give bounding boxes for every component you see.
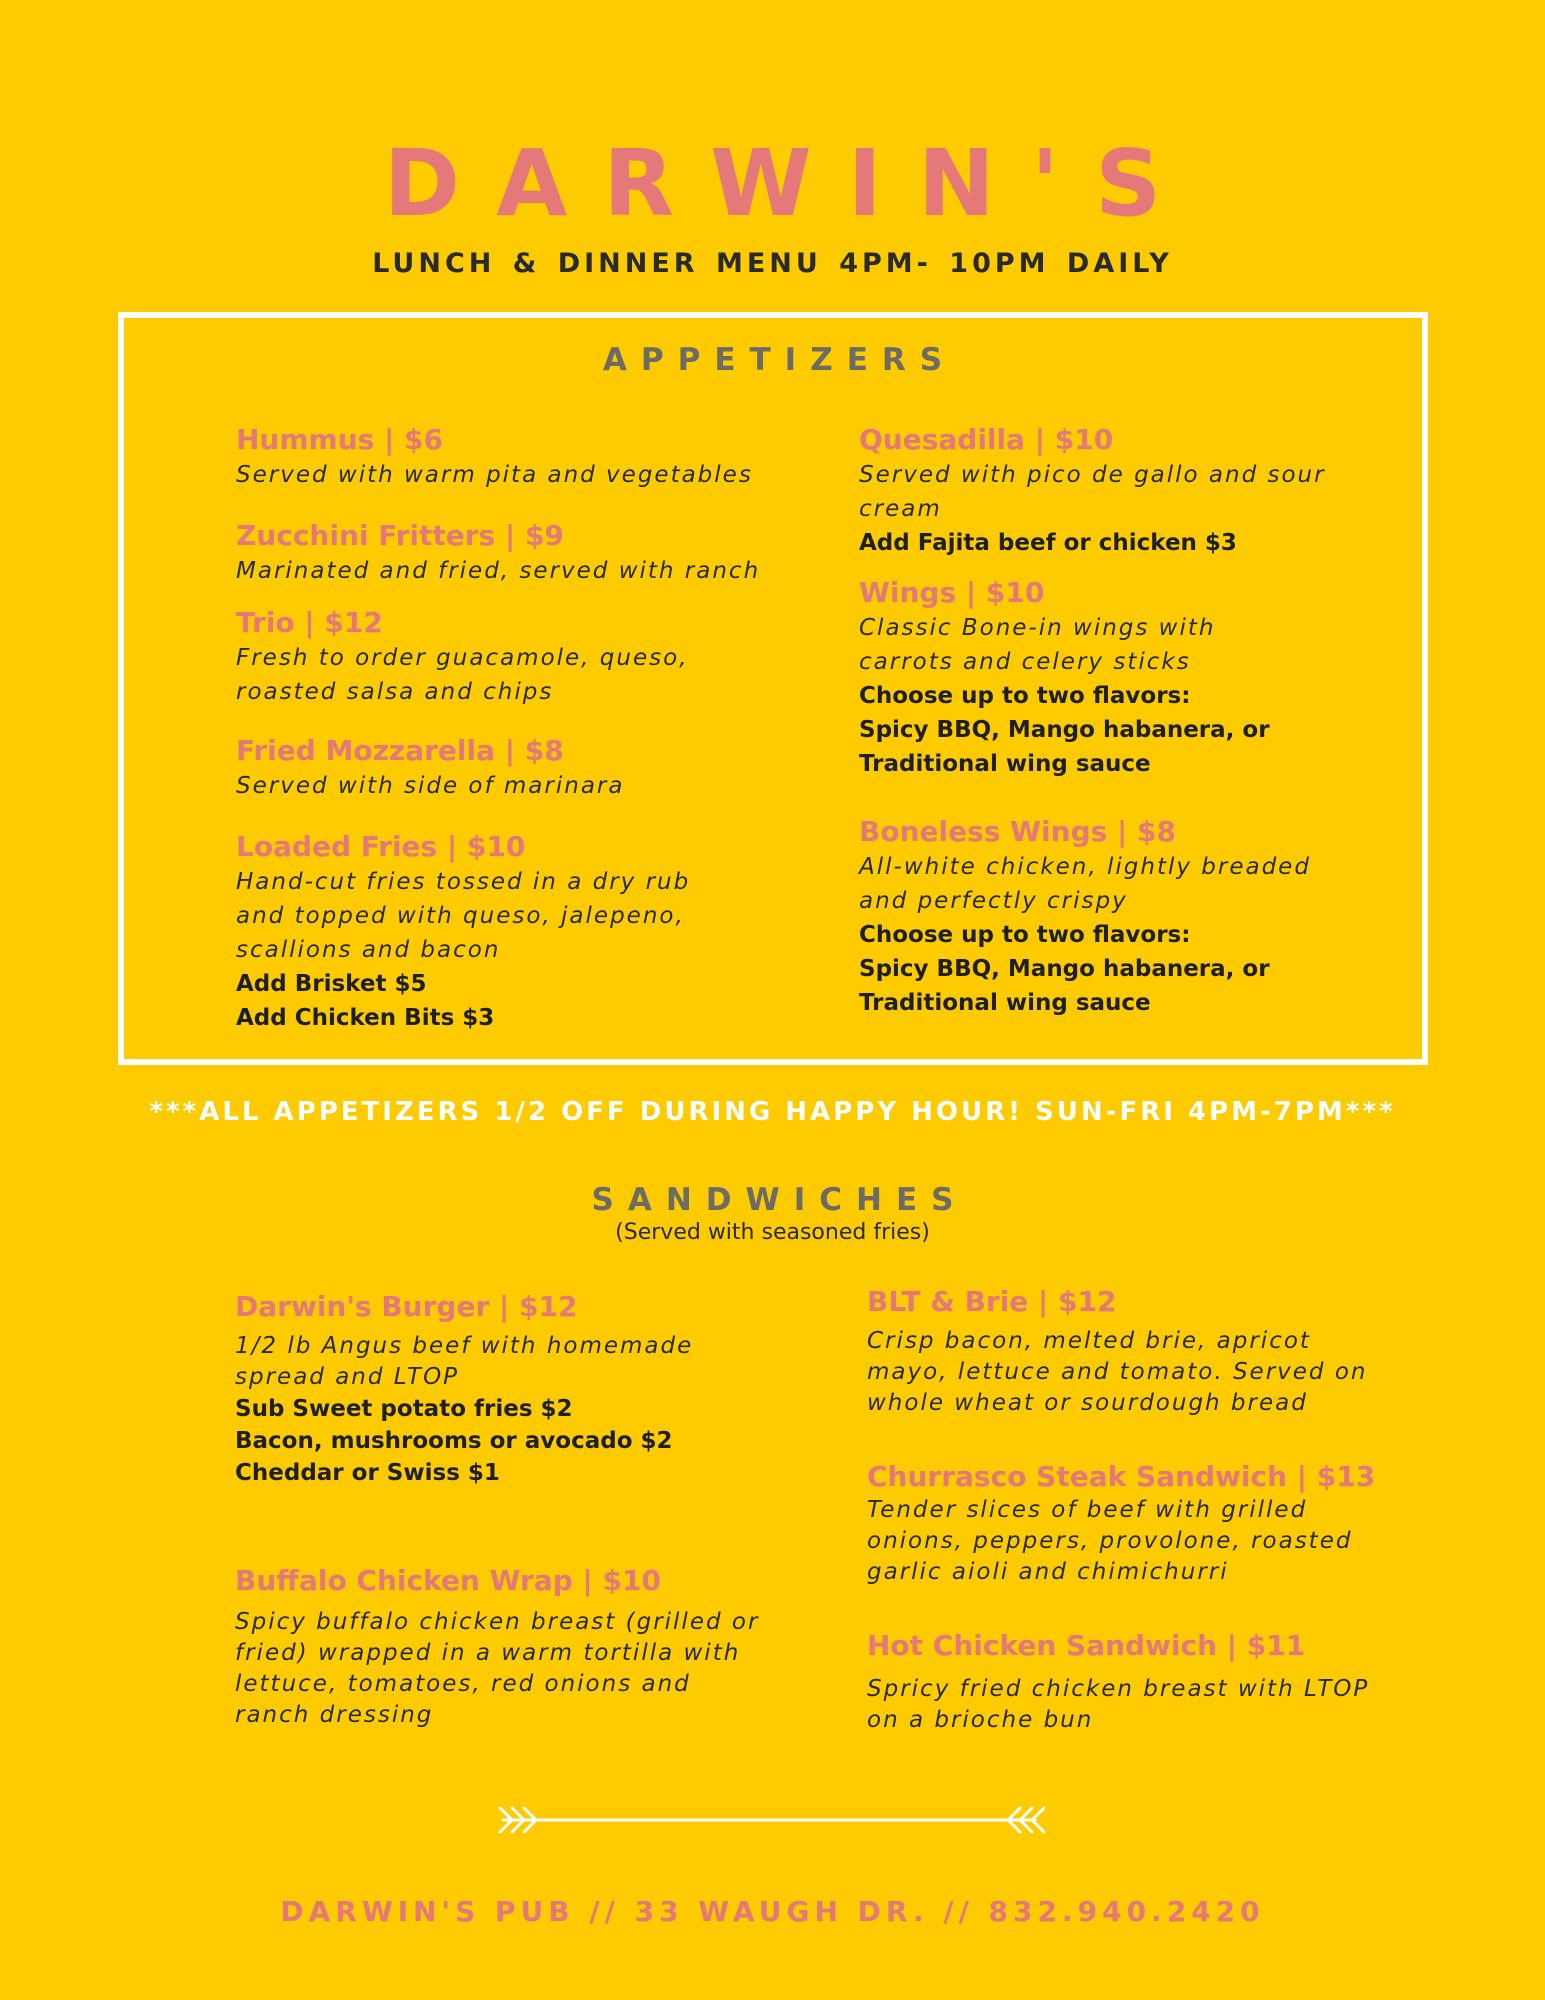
- menu-item: [236, 518, 781, 588]
- item-name: Wings | $10: [859, 576, 1045, 609]
- item-name: Quesadilla | $10: [859, 423, 1114, 456]
- item-addon: Traditional wing sauce: [859, 990, 1151, 1016]
- item-description: Crisp bacon, melted brie, apricot mayo, lettuce and tomato. Served on whole wheat or sourdough bread: [867, 1328, 1368, 1416]
- item-name: Hummus | $6: [236, 423, 444, 456]
- item-name: BLT & Brie | $12: [867, 1285, 1117, 1318]
- item-addon: Bacon, mushrooms or avocado $2: [235, 1428, 673, 1454]
- item-description: All-white chicken, lightly breaded and perfectly crispy: [859, 854, 1311, 914]
- sandwiches-note: (Served with seasoned fries): [615, 1220, 930, 1245]
- menu-item: [867, 1628, 1387, 1736]
- item-description: Spricy fried chicken breast with LTOP on a brioche bun: [867, 1676, 1370, 1733]
- appetizers-right-column: [859, 422, 1339, 1020]
- appetizers-left-column: [236, 422, 781, 1035]
- menu-item: [867, 1459, 1387, 1588]
- item-description: Tender slices of beef with grilled onions, peppers, provolone, roasted garlic aioli and chimichurri: [867, 1497, 1353, 1585]
- menu-item: [235, 1563, 775, 1731]
- item-description: Fresh to order guacamole, queso, roasted salsa and chips: [236, 645, 689, 705]
- item-description: Served with side of marinara: [236, 773, 625, 799]
- sandwiches-title: SANDWICHES: [591, 1182, 968, 1218]
- item-description: Hand-cut fries tossed in a dry rub and topped with queso, jalepeno, scallions and bacon: [236, 869, 691, 963]
- item-description: 1/2 lb Angus beef with homemade spread and LTOP: [235, 1333, 694, 1390]
- menu-item: [236, 829, 781, 1035]
- item-addon: Sub Sweet potato fries $2: [235, 1396, 573, 1422]
- item-name: Fried Mozzarella | $8: [236, 734, 564, 767]
- appetizers-title: APPETIZERS: [602, 342, 957, 378]
- menu-item: [236, 733, 781, 803]
- item-description: Marinated and fried, served with ranch: [236, 558, 761, 584]
- item-description: Spicy buffalo chicken breast (grilled or fried) wrapped in a warm tortilla with lettuce, tomatoes, red onions and ranch dressing: [235, 1609, 760, 1728]
- item-name: Loaded Fries | $10: [236, 830, 526, 863]
- sandwiches-left-column: [235, 1289, 775, 1731]
- menu-item: [236, 605, 781, 709]
- item-addon: Spicy BBQ, Mango habanera, or: [859, 956, 1270, 982]
- menu-subtitle: LUNCH & DINNER MENU 4PM- 10PM DAILY: [372, 248, 1173, 279]
- item-addon: Add Fajita beef or chicken $3: [859, 530, 1237, 556]
- menu-item: [859, 422, 1339, 560]
- menu-item: [867, 1284, 1387, 1419]
- item-description: Served with warm pita and vegetables: [236, 462, 753, 488]
- happy-hour-banner: ***ALL APPETIZERS 1/2 OFF DURING HAPPY HOUR! SUN-FRI 4PM-7PM***: [149, 1097, 1396, 1127]
- item-addon: Choose up to two flavors:: [859, 922, 1191, 948]
- restaurant-name: DARWIN'S: [383, 130, 1198, 237]
- item-addon: Traditional wing sauce: [859, 751, 1151, 777]
- item-name: Trio | $12: [236, 606, 383, 639]
- item-description: Classic Bone-in wings with carrots and celery sticks: [859, 615, 1216, 675]
- menu-item: [236, 422, 781, 492]
- menu-item: [859, 814, 1339, 1020]
- menu-item: [235, 1289, 775, 1489]
- footer-contact: DARWIN'S PUB // 33 WAUGH DR. // 832.940.2420: [280, 1895, 1265, 1928]
- sandwiches-right-column: [867, 1284, 1387, 1736]
- item-name: Buffalo Chicken Wrap | $10: [235, 1564, 661, 1597]
- item-addon: Spicy BBQ, Mango habanera, or: [859, 717, 1270, 743]
- menu-item: [859, 575, 1339, 781]
- item-addon: Add Brisket $5: [236, 971, 427, 997]
- item-name: Darwin's Burger | $12: [235, 1290, 578, 1323]
- item-addon: Add Chicken Bits $3: [236, 1005, 495, 1031]
- item-addon: Cheddar or Swiss $1: [235, 1460, 500, 1486]
- item-description: Served with pico de gallo and sour cream: [859, 462, 1326, 522]
- item-name: Churrasco Steak Sandwich | $13: [867, 1460, 1376, 1493]
- item-addon: Choose up to two flavors:: [859, 683, 1191, 709]
- item-name: Boneless Wings | $8: [859, 815, 1176, 848]
- item-name: Zucchini Fritters | $9: [236, 519, 564, 552]
- item-name: Hot Chicken Sandwich | $11: [867, 1629, 1306, 1662]
- arrow-divider-icon: [495, 1800, 1045, 1840]
